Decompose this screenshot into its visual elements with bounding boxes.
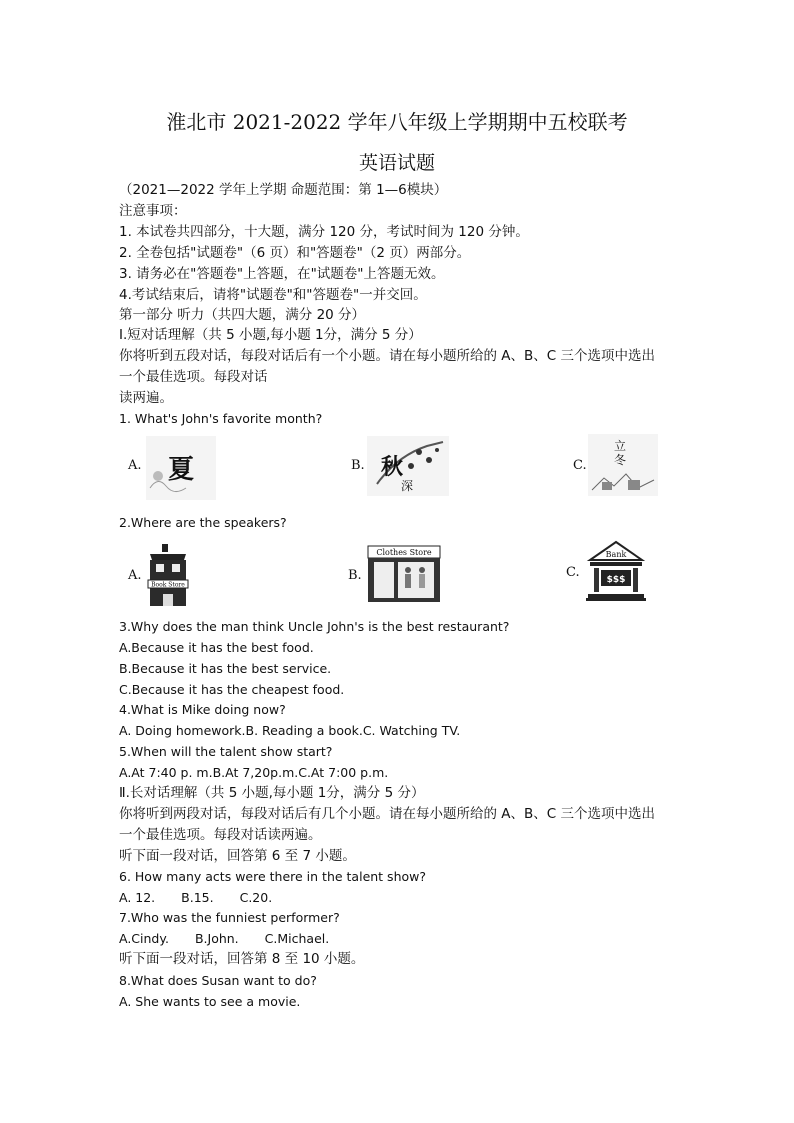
dialog-2-prompt: 听下面一段对话，回答第 8 至 10 小题。	[119, 951, 365, 967]
question-4-options: A. Doing homework.B. Reading a book.C. Watching TV.	[119, 723, 461, 738]
question-3-option-a: A.Because it has the best food.	[119, 640, 314, 655]
question-5-options: A.At 7:40 p. m.B.At 7,20p.m.C.At 7:00 p.m.	[119, 765, 389, 780]
bank-money-sign: $$$	[606, 575, 626, 585]
question-3: 3.Why does the man think Uncle John's is the best restaurant?	[119, 619, 510, 634]
q1-summer-picture	[146, 436, 216, 500]
question-7-option-b: B.John.	[194, 931, 239, 946]
question-3-option-b: B.Because it has the best service.	[119, 661, 332, 676]
question-6: 6. How many acts were there in the talent show?	[119, 869, 426, 884]
question-5: 5.When will the talent show start?	[119, 744, 333, 759]
q1-option-b-label: B.	[351, 458, 365, 473]
autumn-character-1: 秋	[381, 454, 404, 480]
question-8-option-a: A. She wants to see a movie.	[119, 994, 301, 1009]
winter-character-2: 冬	[614, 453, 627, 467]
question-7: 7.Who was the funniest performer?	[119, 910, 340, 925]
q2-clothes-store-picture	[366, 544, 442, 604]
summer-character: 夏	[168, 455, 195, 485]
section2-instruction-2: 一个最佳选项。每段对话读两遍。	[119, 827, 322, 843]
q2-option-b-label: B.	[348, 568, 362, 583]
q2-option-a-label: A.	[128, 568, 142, 583]
section2-instruction-1: 你将听到两段对话，每段对话后有几个小题。请在每小题所给的 A、B、C 三个选项中选出	[119, 806, 656, 822]
book-store-sign: Book Store	[151, 581, 185, 589]
bank-sign: Bank	[605, 550, 627, 559]
question-3-option-c: C.Because it has the cheapest food.	[119, 682, 345, 697]
question-1: 1. What's John's favorite month?	[119, 411, 323, 426]
q1-option-c-label: C.	[573, 458, 587, 473]
notice-title: 注意事项：	[119, 203, 187, 219]
q1-option-a-label: A.	[128, 458, 142, 473]
section1-instruction-3: 读两遍。	[119, 390, 173, 406]
q1-autumn-picture	[367, 436, 449, 496]
question-7-options	[119, 931, 329, 947]
question-6-options	[119, 890, 272, 906]
question-7-option-c: C.Michael.	[264, 931, 330, 946]
section1-instruction-2: 一个最佳选项。每段对话	[119, 369, 268, 385]
question-4: 4.What is Mike doing now?	[119, 702, 286, 717]
exam-title: 淮北市 2021-2022 学年八年级上学期期中五校联考	[166, 110, 628, 134]
q2-book-store-picture	[146, 544, 190, 608]
q2-bank-picture	[586, 540, 646, 602]
question-6-option-a: A. 12.	[119, 890, 156, 905]
question-2: 2.Where are the speakers?	[119, 515, 287, 530]
autumn-character-2: 深	[401, 479, 414, 493]
dialog-1-prompt: 听下面一段对话，回答第 6 至 7 小题。	[119, 848, 356, 864]
section2-heading: Ⅱ.长对话理解（共 5 小题,每小题 1分，满分 5 分）	[119, 785, 425, 801]
q2-option-c-label: C.	[566, 565, 580, 580]
q1-winter-picture	[588, 434, 658, 496]
section1-instruction-1: 你将听到五段对话，每段对话后有一个小题。请在每小题所给的 A、B、C 三个选项中选出	[119, 348, 656, 364]
question-8: 8.What does Susan want to do?	[119, 973, 317, 988]
notice-3: 3. 请务必在"答题卷"上答题，在"试题卷"上答题无效。	[119, 266, 445, 282]
scope-line: （2021—2022 学年上学期 命题范围：第 1—6模块）	[119, 182, 448, 198]
section1-heading: Ⅰ.短对话理解（共 5 小题,每小题 1分，满分 5 分）	[119, 327, 422, 343]
part1-heading: 第一部分 听力（共四大题，满分 20 分）	[119, 307, 366, 323]
question-7-option-a: A.Cindy.	[119, 931, 169, 946]
exam-subtitle: 英语试题	[358, 152, 435, 174]
notice-2: 2. 全卷包括"试题卷"（6 页）和"答题卷"（2 页）两部分。	[119, 245, 471, 261]
notice-4: 4.考试结束后，请将"试题卷"和"答题卷"一并交回。	[119, 287, 427, 303]
notice-1: 1. 本试卷共四部分，十大题，满分 120 分，考试时间为 120 分钟。	[119, 224, 529, 240]
question-6-option-c: C.20.	[239, 890, 273, 905]
winter-character-1: 立	[614, 439, 627, 453]
question-6-option-b: B.15.	[181, 890, 214, 905]
clothes-store-sign: Clothes Store	[376, 548, 432, 557]
